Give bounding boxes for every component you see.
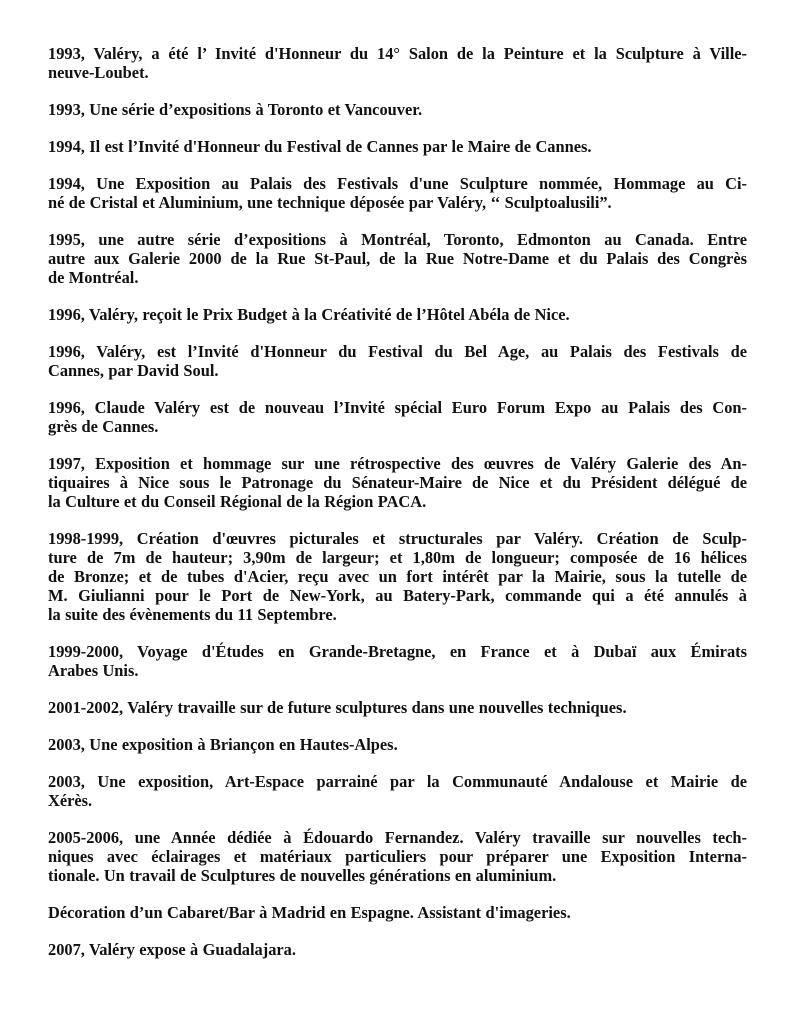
text-line: 1994, Il est l’Invité d'Honneur du Festival de Cannes par le Maire de Cannes. <box>48 137 592 156</box>
text-line: né de Cristal et Aluminium, une technique déposée par Valéry, ‘‘ Sculptoalusili”. <box>48 193 612 212</box>
text-line: Cannes, par David Soul. <box>48 361 219 380</box>
text-line: ture de 7m de hauteur; 3,90m de largeur; et 1,80m de longueur; composée de 16 hélices <box>48 548 747 567</box>
text-line: la Culture et du Conseil Régional de la Région PACA. <box>48 492 427 511</box>
timeline-entry <box>48 398 747 436</box>
timeline-entry <box>48 230 747 287</box>
text-line: 2001-2002, Valéry travaille sur de future sculptures dans une nouvelles techniques. <box>48 698 627 717</box>
timeline-entry <box>48 642 747 680</box>
timeline-entry <box>48 100 747 119</box>
text-line: Arabes Unis. <box>48 661 139 680</box>
timeline-entry <box>48 828 747 885</box>
text-line: la suite des évènements du 11 Septembre. <box>48 605 337 624</box>
timeline-entry <box>48 735 747 754</box>
text-line: tionale. Un travail de Sculptures de nouvelles générations en aluminium. <box>48 866 557 885</box>
document-page <box>48 44 747 977</box>
text-line: 1998-1999, Création d'œuvres picturales et structurales par Valéry. Création de Sculp- <box>48 529 747 548</box>
text-line: niques avec éclairages et matériaux particuliers pour préparer une Exposition Interna- <box>48 847 747 866</box>
text-line: Xérès. <box>48 791 93 810</box>
text-line: 1996, Valéry, est l’Invité d'Honneur du Festival du Bel Age, au Palais des Festivals de <box>48 342 747 361</box>
timeline-entry <box>48 772 747 810</box>
timeline-entry <box>48 305 747 324</box>
timeline-entry <box>48 137 747 156</box>
text-line: de Montréal. <box>48 268 139 287</box>
text-line: neuve-Loubet. <box>48 63 149 82</box>
text-line: 1997, Exposition et hommage sur une rétrospective des œuvres de Valéry Galerie des An- <box>48 454 747 473</box>
timeline-entry <box>48 529 747 624</box>
text-line: 1995, une autre série d’expositions à Montréal, Toronto, Edmonton au Canada. Entre <box>48 230 747 249</box>
text-line: 1996, Claude Valéry est de nouveau l’Invité spécial Euro Forum Expo au Palais des Con- <box>48 398 747 417</box>
text-line: autre aux Galerie 2000 de la Rue St-Paul, de la Rue Notre-Dame et du Palais des Congrès <box>48 249 747 268</box>
timeline-entry <box>48 698 747 717</box>
text-line: 2005-2006, une Année dédiée à Édouardo Fernandez. Valéry travaille sur nouvelles tech- <box>48 828 747 847</box>
timeline-entry <box>48 342 747 380</box>
timeline-entry <box>48 44 747 82</box>
text-line: grès de Cannes. <box>48 417 159 436</box>
text-line: 1993, Une série d’expositions à Toronto et Vancouver. <box>48 100 423 119</box>
text-line: 1993, Valéry, a été l’ Invité d'Honneur du 14° Salon de la Peinture et la Sculpture à Ville- <box>48 44 747 63</box>
text-line: 1996, Valéry, reçoit le Prix Budget à la Créativité de l’Hôtel Abéla de Nice. <box>48 305 570 324</box>
text-line: 1999-2000, Voyage d'Études en Grande-Bretagne, en France et à Dubaï aux Émirats <box>48 642 747 661</box>
text-line: 2003, Une exposition à Briançon en Hautes-Alpes. <box>48 735 398 754</box>
text-line: tiquaires à Nice sous le Patronage du Sénateur-Maire de Nice et du Président délégué de <box>48 473 747 492</box>
text-line: de Bronze; et de tubes d'Acier, reçu avec un fort intérêt par la Mairie, sous la tutelle de <box>48 567 747 586</box>
text-line: 2003, Une exposition, Art-Espace parrainé par la Communauté Andalouse et Mairie de <box>48 772 747 791</box>
text-line: Décoration d’un Cabaret/Bar à Madrid en Espagne. Assistant d'imageries. <box>48 903 571 922</box>
timeline-entry <box>48 174 747 212</box>
timeline-entry <box>48 940 747 959</box>
text-line: 1994, Une Exposition au Palais des Festivals d'une Sculpture nommée, Hommage au Ci- <box>48 174 747 193</box>
text-line: 2007, Valéry expose à Guadalajara. <box>48 940 296 959</box>
timeline-entry <box>48 903 747 922</box>
text-line: M. Giulianni pour le Port de New-York, au Batery-Park, commande qui a été annulés à <box>48 586 747 605</box>
timeline-entry <box>48 454 747 511</box>
